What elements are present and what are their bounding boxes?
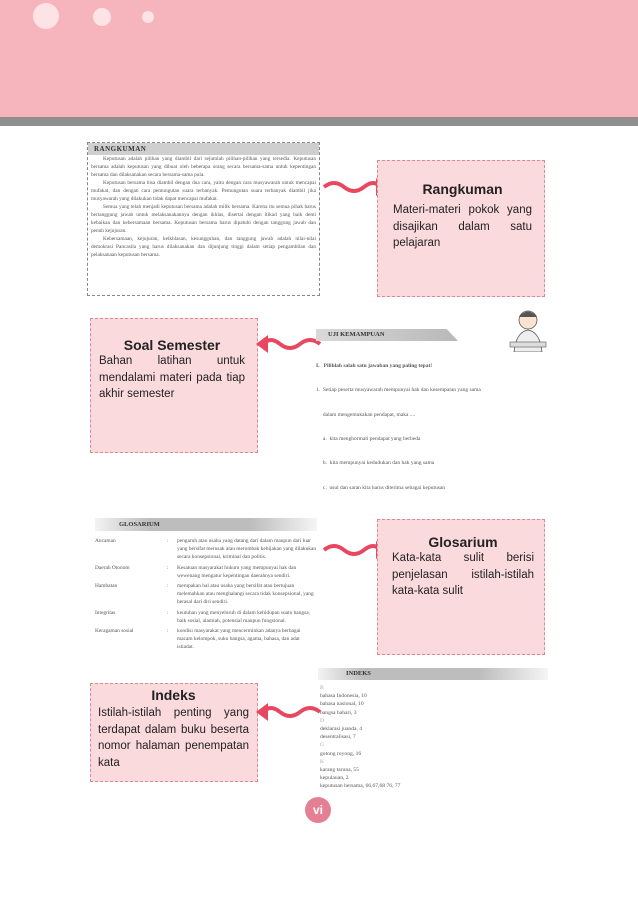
soal-line: a. kita menghormati pendapat yang berbeda — [316, 436, 421, 443]
glosarium-term: Integritas — [95, 609, 116, 616]
glosarium-term: Hambatan — [95, 583, 118, 590]
indeks-item: bahasa Indonesia, 10 — [320, 693, 367, 700]
rangkuman-paragraph: Semua yang telah menjadi keputusan bersama adalah milik bersama. Karena itu semua pihak harus bertanggung jawab untuk melaksanakannya dengan ikhlas, disertai dengan itikad yang baik demi kebaikan dan kebersamaan bersama. Keputusan bersama harus dipatuhi dengan tanggung jawab dan penuh kejujuran. — [91, 204, 316, 234]
page-number-badge: vi — [305, 797, 331, 823]
glosarium-entry: Integritas : keutuhan yang menyeluruh di dalam kehidupan suatu bangsa, baik sosial, alamiah, potensial maupun fungsional. — [95, 609, 320, 625]
indeks-item: keputusan bersama, 66,67,68 76, 77 — [320, 783, 401, 790]
rangkuman-heading: RANGKUMAN — [94, 145, 147, 153]
rangkuman-paragraph: Keputusan adalah pilihan yang diambil dari sejumlah pilihan-pilihan yang tersedia. Keputusan bersama adalah keputusan yang dibuat oleh beberapa orang secara bersama-sama untuk kepentingan bersama dan dilaksanakan secara bersama-sama pula. — [91, 156, 316, 178]
glosarium-definition: pengaruh atau usaha yang datang dari dalam maupun dari luar yang bersifat merusak atau merombak kebijakan yang dilakukan secara konsepsional, kriminal dan politis. — [177, 538, 317, 561]
glosarium-entry: Hambatan : merupakan hal atau usaha yang bersifat atau bertujuan melemahkan atau menghalangi secara tidak konsepsional, yang berasal dari diri sendiri. — [95, 582, 320, 607]
glosarium-entries — [95, 537, 320, 652]
indeks-item: deklarasi juanda, 4 — [320, 726, 363, 733]
indeks-letter: K — [320, 758, 325, 765]
arrow-soal-semester — [256, 331, 322, 357]
soal-line: b. kita mempunyai kedudukan dan hak yang sama — [316, 460, 435, 467]
glosarium-definition: keutuhan yang menyeluruh di dalam kehidupan suatu bangsa, baik sosial, alamiah, potensial maupun fungsional. — [177, 609, 310, 624]
indeks-heading: INDEKS — [346, 670, 371, 677]
glosarium-definition: merupakan hal atau usaha yang bersifat atau bertujuan melemahkan atau menghalangi secara tidak konsepsional, yang berasal dari diri sendiri. — [177, 583, 314, 606]
glosarium-entry: Keragaman sosial : kondisi masyarakat yang mencerminkan adanya berbagai macam kelompok, suku bangsa, agama, bahasa, dan adat istiadat. — [95, 627, 320, 652]
soal-heading: UJI KEMAMPUAN — [328, 331, 385, 338]
callout-indeks — [90, 683, 258, 782]
rangkuman-text — [91, 155, 316, 259]
indeks-item: karang taruna, 55 — [320, 767, 359, 774]
glosarium-definition: kondisi masyarakat yang mencerminkan adanya berbagai macam kelompok, suku bangsa, agama, bahasa, dan adat istiadat. — [177, 628, 301, 651]
callout-rangkuman-title: Rangkuman — [422, 181, 503, 197]
glosarium-entry: Daerah Otonom : Kesatuan masyarakat hukum yang mempunyai hak dan wewenang mengatur kepentingan daerahnya sendiri. — [95, 564, 320, 580]
indeks-snippet — [318, 668, 550, 792]
rangkuman-snippet — [87, 142, 320, 296]
callout-soal-title: Soal Semester — [123, 337, 221, 353]
rangkuman-paragraph: Kebersamaan, kejujuran, keikhlasan, kesungguhan, dan tanggung jawab adalah nilai-nilai demokrasi Pancasila yang harus dilaksanakan dan dijunjung tinggi dalam setiap pengambilan dan pelaksanaan keputusan bersama. — [91, 236, 316, 258]
soal-line: c. usul dan saran kita harus diterima sebagai keputusan — [316, 484, 446, 491]
soal-line: 1. Setiap peserta musyawarah mempunyai hak dan kesempatan yang sama — [316, 387, 481, 394]
indeks-item: desentralisasi, 7 — [320, 734, 356, 741]
indeks-entries — [320, 684, 400, 791]
arrow-indeks — [256, 699, 322, 725]
glosarium-entry: Ancaman : pengaruh atau usaha yang datang dari dalam maupun dari luar yang bersifat merusak atau merombak kebijakan yang dilakukan secara konsepsional, kriminal dan politis. — [95, 538, 317, 561]
decorative-dot-large — [33, 3, 59, 29]
indeks-item: kepulauan, 2 — [320, 775, 349, 782]
glosarium-heading: GLOSARIUM — [119, 521, 160, 528]
glosarium-definition: Kesatuan masyarakat hukum yang mempunyai hak dan wewenang mengatur kepentingan daerahnya sendiri. — [177, 564, 297, 579]
callout-soal-semester — [90, 318, 258, 453]
soal-snippet — [316, 308, 551, 498]
decorative-dot-small — [142, 11, 154, 23]
indeks-letter: D — [320, 717, 325, 724]
indeks-letter: G — [320, 742, 325, 749]
indeks-item: bangsa bahari, 3 — [320, 709, 357, 716]
glosarium-term: Keragaman sosial — [95, 628, 134, 635]
soal-line: dalam mengemukakan pendapat, maka .... — [316, 411, 416, 418]
callout-indeks-desc: Istilah-istilah penting yang terdapat dalam buku beserta nomor halaman penempatan kata — [98, 707, 249, 769]
callout-rangkuman — [377, 160, 545, 297]
callout-soal-desc: Bahan latihan untuk mendalami materi pada tiap akhir semester — [99, 355, 245, 400]
glosarium-term: Daerah Otonom — [95, 564, 130, 571]
callout-indeks-title: Indeks — [151, 687, 196, 703]
indeks-item: gotong royong, 16 — [320, 750, 362, 757]
callout-glosarium — [377, 519, 545, 655]
callout-glosarium-title: Glosarium — [428, 534, 498, 550]
decorative-dot-medium — [93, 8, 111, 26]
soal-line: I. Pilihlah salah satu jawaban yang paling tepat! — [316, 363, 433, 370]
soal-questions — [316, 346, 551, 498]
rangkuman-paragraph: Keputusan bersama bisa diambil dengan dua cara, yaitu dengan cara musyawarah untuk mencapai mufakat, dan dengan cara pemungutan suara terbanyak. Pemungutan suara terbanyak diambil jika musyawarah yang dilakukan tidak dapat mencapai mufakat. — [91, 180, 316, 202]
glosarium-term: Ancaman — [95, 538, 116, 544]
callout-rangkuman-desc: Materi-materi pokok yang disajikan dalam satu pelajaran — [393, 204, 532, 249]
header-divider-bar — [0, 117, 638, 126]
callout-glosarium-desc: Kata-kata sulit berisi penjelasan istilah-istilah kata-kata sulit — [392, 552, 534, 597]
indeks-letter: B — [320, 685, 324, 691]
indeks-item: bahasa nasional, 10 — [320, 701, 364, 708]
glosarium-snippet — [95, 518, 320, 663]
